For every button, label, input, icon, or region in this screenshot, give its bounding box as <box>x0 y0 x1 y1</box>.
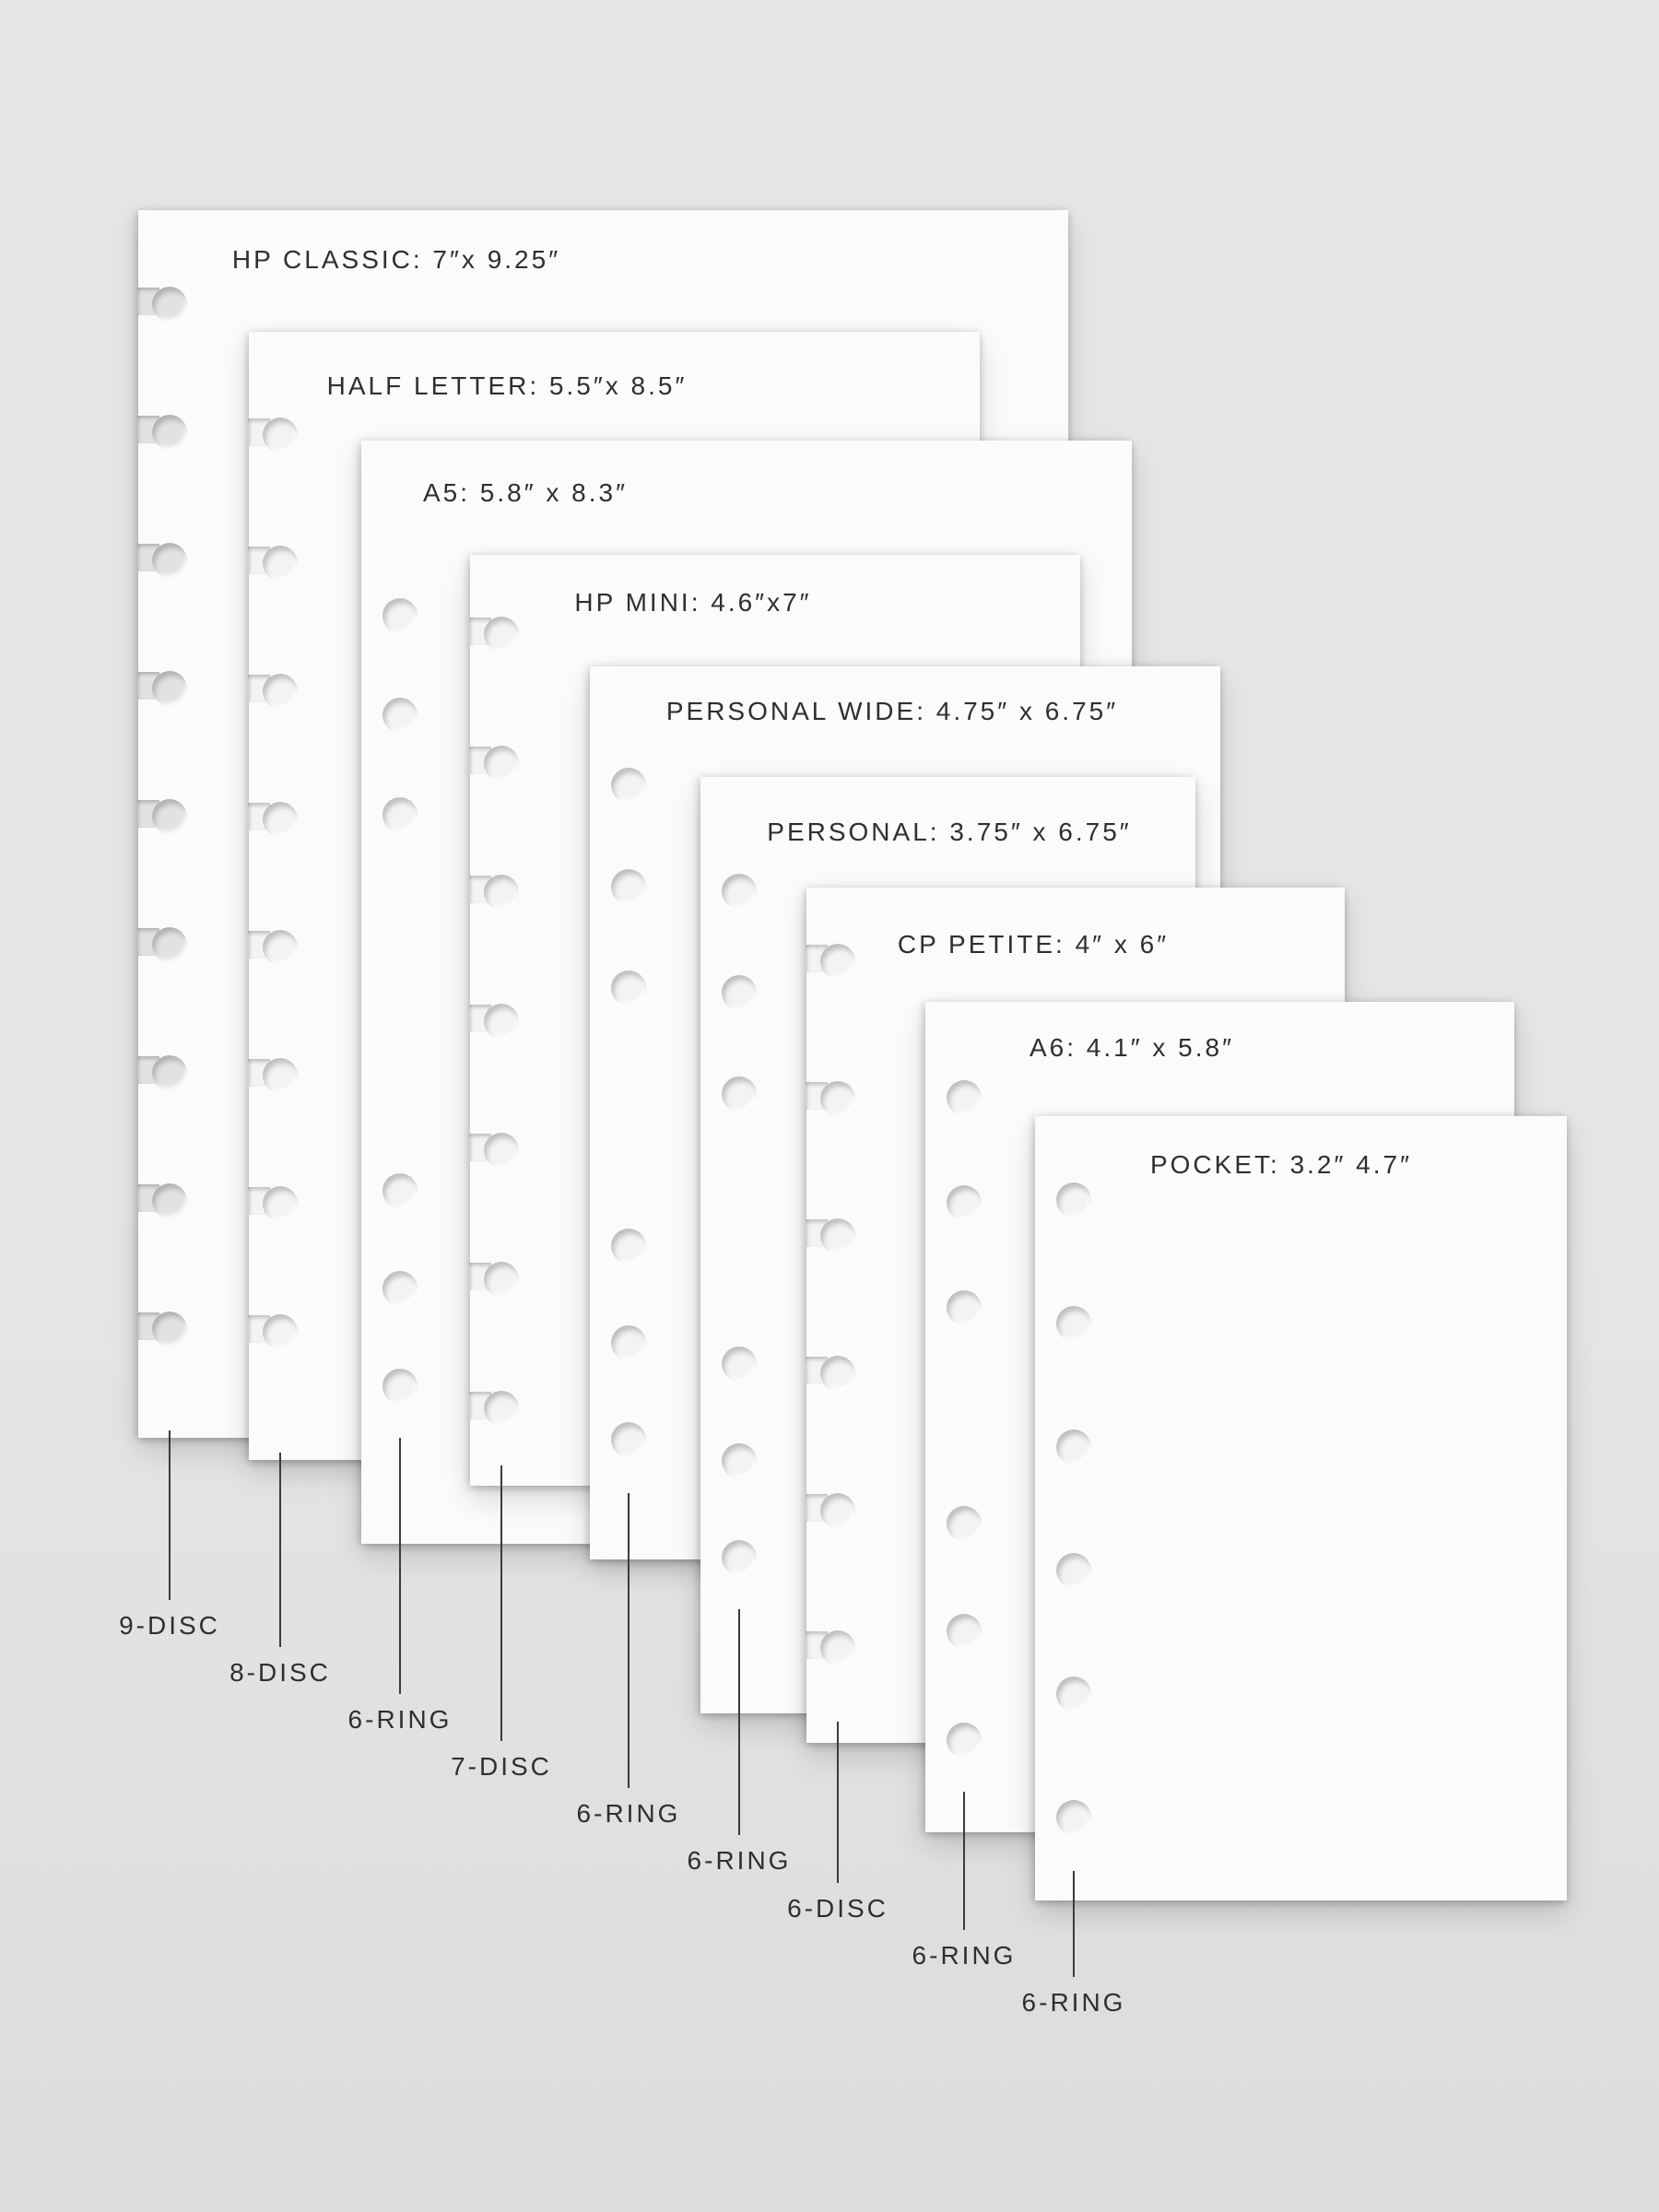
disc-notch-circle <box>484 1391 519 1426</box>
page-pocket <box>1035 1116 1567 1900</box>
disc-notch-circle <box>152 927 187 962</box>
page-title-hp-classic: HP CLASSIC: 7″x 9.25″ <box>231 245 561 274</box>
leader-line-personal <box>738 1609 740 1835</box>
disc-notch-circle <box>484 1004 519 1039</box>
binding-label-a6: 6-RING <box>912 1941 1017 1970</box>
page-title-pocket: POCKET: 3.2″ 4.7″ <box>1149 1150 1413 1179</box>
disc-notch <box>248 546 300 581</box>
disc-notch <box>248 1314 300 1349</box>
leader-line-a5 <box>399 1438 401 1694</box>
ring-hole <box>947 1614 982 1649</box>
page-title-a5: A5: 5.8″ x 8.3″ <box>422 478 629 507</box>
disc-notch-circle <box>484 1133 519 1168</box>
disc-notch <box>137 671 189 706</box>
disc-notch-circle <box>484 875 519 910</box>
disc-notch <box>248 418 300 453</box>
disc-notch <box>469 1262 521 1297</box>
disc-notch <box>248 802 300 837</box>
disc-notch <box>248 1186 300 1221</box>
binding-label-a5: 6-RING <box>347 1705 453 1734</box>
disc-notch-circle <box>152 415 187 450</box>
disc-notch <box>248 1058 300 1093</box>
ring-hole <box>611 1325 646 1360</box>
disc-notch <box>137 1055 189 1090</box>
disc-notch <box>248 674 300 709</box>
leader-line-pocket <box>1073 1871 1075 1977</box>
leader-line-half-letter <box>279 1453 281 1647</box>
binding-label-hp-classic: 9-DISC <box>119 1611 220 1640</box>
ring-hole <box>1056 1306 1091 1341</box>
disc-notch <box>137 1183 189 1218</box>
disc-notch <box>137 1312 189 1347</box>
page-title-hp-mini: HP MINI: 4.6″x7″ <box>574 588 812 617</box>
ring-hole <box>722 1347 757 1382</box>
disc-notch-circle <box>152 1055 187 1090</box>
disc-notch-circle <box>820 1081 855 1116</box>
binding-label-personal: 6-RING <box>687 1846 792 1875</box>
page-title-cp-petite: CP PETITE: 4″ x 6″ <box>897 930 1170 959</box>
ring-hole <box>947 1080 982 1115</box>
disc-notch-circle <box>263 418 298 453</box>
leader-line-a6 <box>963 1792 965 1930</box>
ring-hole <box>947 1506 982 1541</box>
binding-label-cp-petite: 6-DISC <box>787 1894 888 1923</box>
disc-notch-circle <box>263 1058 298 1093</box>
disc-notch-circle <box>820 1218 855 1253</box>
ring-hole <box>382 598 418 633</box>
ring-hole <box>382 698 418 733</box>
disc-notch <box>469 617 521 652</box>
disc-notch-circle <box>263 802 298 837</box>
disc-notch-circle <box>152 1183 187 1218</box>
ring-hole <box>722 874 757 909</box>
disc-notch-circle <box>820 1493 855 1528</box>
disc-notch <box>469 875 521 910</box>
binding-label-hp-mini: 7-DISC <box>451 1752 552 1781</box>
disc-notch-circle <box>820 1356 855 1391</box>
binding-label-personal-wide: 6-RING <box>576 1799 681 1828</box>
ring-hole <box>722 1540 757 1575</box>
binding-label-half-letter: 8-DISC <box>229 1658 331 1687</box>
leader-line-hp-mini <box>500 1465 502 1741</box>
disc-notch <box>806 944 857 979</box>
disc-notch <box>469 746 521 781</box>
ring-hole <box>1056 1677 1091 1712</box>
ring-hole <box>722 975 757 1010</box>
disc-notch-circle <box>484 617 519 652</box>
ring-hole <box>611 971 646 1006</box>
binding-label-pocket: 6-RING <box>1021 1988 1126 2017</box>
disc-notch-circle <box>263 546 298 581</box>
ring-hole <box>611 1422 646 1457</box>
ring-hole <box>1056 1182 1091 1218</box>
disc-notch <box>469 1004 521 1039</box>
ring-hole <box>611 1229 646 1264</box>
disc-notch-circle <box>152 543 187 578</box>
disc-notch-circle <box>152 1312 187 1347</box>
ring-hole <box>382 1369 418 1404</box>
disc-notch <box>806 1493 857 1528</box>
ring-hole <box>722 1443 757 1478</box>
ring-hole <box>947 1290 982 1325</box>
disc-notch <box>137 287 189 322</box>
disc-notch <box>137 415 189 450</box>
disc-notch <box>806 1630 857 1665</box>
page-title-personal-wide: PERSONAL WIDE: 4.75″ x 6.75″ <box>665 697 1119 725</box>
page-title-half-letter: HALF LETTER: 5.5″x 8.5″ <box>326 371 688 400</box>
disc-notch <box>469 1133 521 1168</box>
page-title-a6: A6: 4.1″ x 5.8″ <box>1029 1033 1235 1062</box>
disc-notch <box>806 1356 857 1391</box>
ring-hole <box>1056 1430 1091 1465</box>
leader-line-hp-classic <box>169 1430 171 1600</box>
ring-hole <box>382 1173 418 1208</box>
disc-notch <box>137 543 189 578</box>
ring-hole <box>382 797 418 832</box>
disc-notch <box>137 799 189 834</box>
ring-hole <box>947 1723 982 1758</box>
disc-notch-circle <box>152 799 187 834</box>
disc-notch-circle <box>263 1314 298 1349</box>
disc-notch <box>248 930 300 965</box>
ring-hole <box>1056 1553 1091 1588</box>
disc-notch-circle <box>820 1630 855 1665</box>
disc-notch <box>806 1081 857 1116</box>
page-title-personal: PERSONAL: 3.75″ x 6.75″ <box>767 818 1132 846</box>
disc-notch-circle <box>263 674 298 709</box>
disc-notch-circle <box>263 930 298 965</box>
disc-notch-circle <box>263 1186 298 1221</box>
disc-notch-circle <box>484 746 519 781</box>
disc-notch-circle <box>152 671 187 706</box>
ring-hole <box>947 1185 982 1220</box>
ring-hole <box>611 768 646 803</box>
ring-hole <box>1056 1800 1091 1835</box>
disc-notch-circle <box>152 287 187 322</box>
ring-hole <box>722 1077 757 1112</box>
disc-notch <box>806 1218 857 1253</box>
disc-notch-circle <box>484 1262 519 1297</box>
leader-line-personal-wide <box>628 1493 629 1788</box>
disc-notch-circle <box>820 944 855 979</box>
ring-hole <box>611 869 646 904</box>
disc-notch <box>469 1391 521 1426</box>
disc-notch <box>137 927 189 962</box>
leader-line-cp-petite <box>837 1722 839 1883</box>
ring-hole <box>382 1271 418 1306</box>
